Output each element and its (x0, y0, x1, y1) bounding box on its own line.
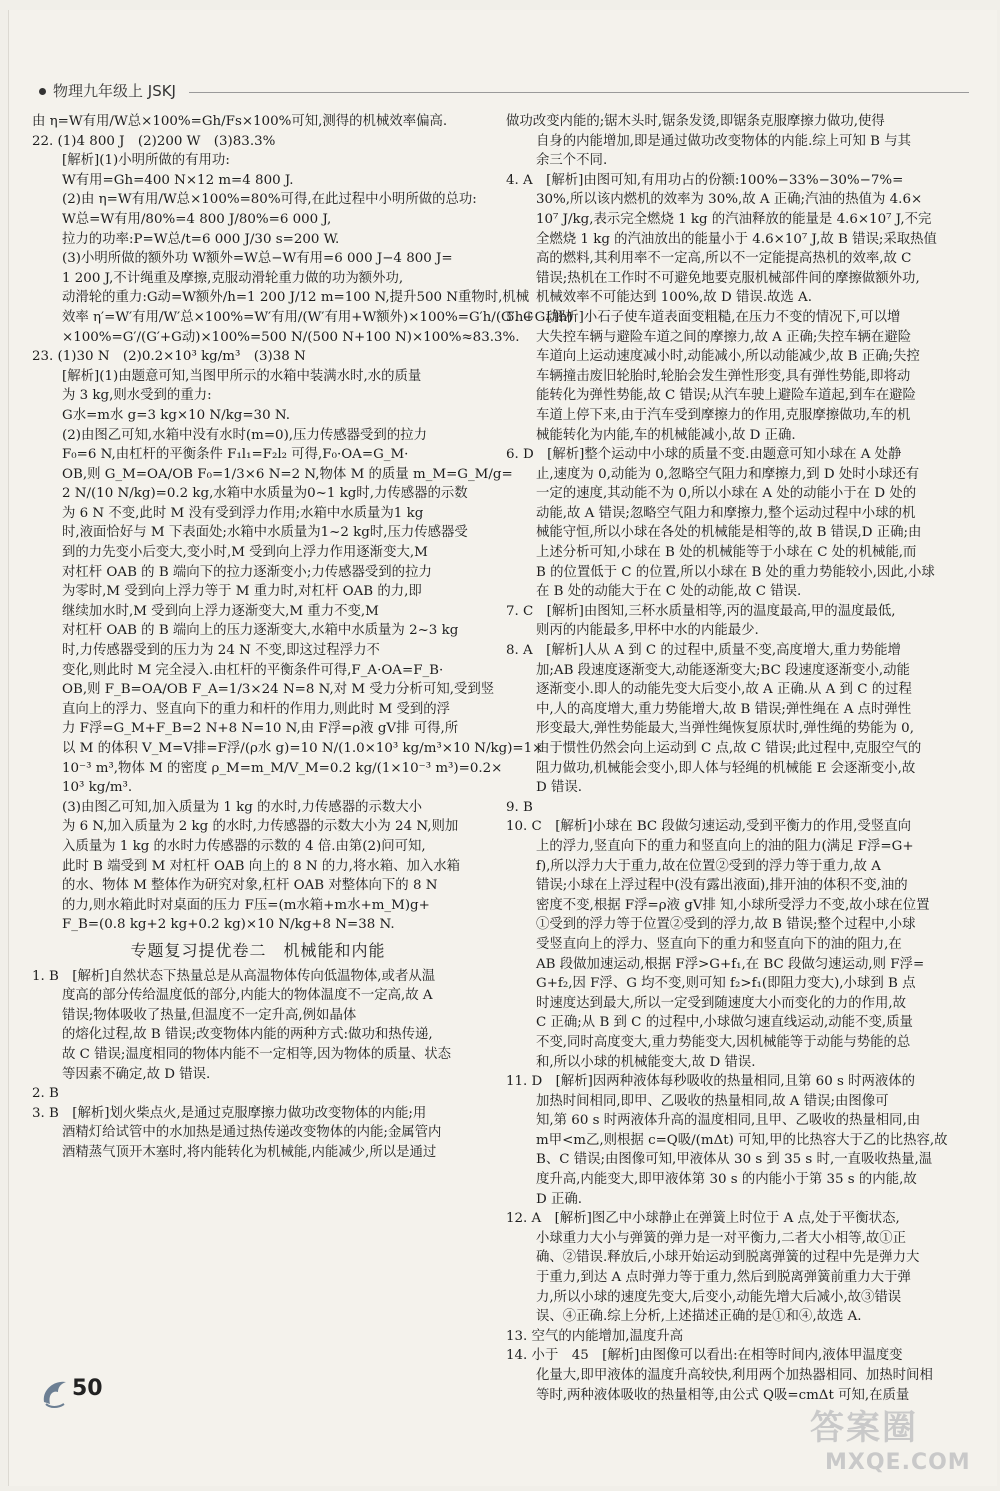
text-line: 上的浮力,竖直向下的重力和竖直向上的油的阻力(满足 F浮=G+ (536, 838, 914, 854)
text-line: OB,则 F_B=OA/OB F_A=1/3×24 N=8 N,对 M 受力分析可知,受到竖 (62, 682, 495, 698)
text-line: f),所以浮力大于重力,故在位置②受到的浮力等于重力,故 A (536, 858, 881, 874)
section-title: 专题复习提优卷二 机械能和内能 (130, 940, 386, 960)
text-line: 错误;热机在工作时不可避免地要克服机械部件间的摩擦做额外功, (536, 270, 920, 286)
text-line: [解析](1)由题意可知,当图甲所示的水箱中装满水时,水的质量 (62, 368, 422, 384)
text-line: AB 段做加速运动,根据 F浮>G+f₁,在 BC 段做匀速运动,则 F浮= (536, 956, 925, 972)
text-line: 为 3 kg,则水受到的重力: (62, 388, 212, 404)
text-line: 机械效率不可能达到 100%,故 D 错误.故选 A. (536, 290, 812, 306)
text-line: OB,则 G_M=OA/OB F₀=1/3×6 N=2 N,物体 M 的质量 m_M=G_M/g= (62, 466, 513, 482)
text-line: F₀=6 N,由杠杆的平衡条件 F₁l₁=F₂l₂ 可得,F₀·OA=G_M· (62, 447, 409, 463)
text-line: 械能转化为内能,车的机械能减小,故 D 正确. (536, 427, 796, 443)
text-line: 化量大,即甲液体的温度升高较快,利用两个加热器相同、加热时间相 (536, 1368, 933, 1383)
text-line: 高的燃料,其利用率不一定高,所以不一定能提高热机的效率,故 C (536, 251, 912, 267)
text-line: ×100%=G′/(G′+G动)×100%=500 N/(500 N+100 N)×100%≈83.3%. (62, 329, 520, 345)
text-line: 止,速度为 0,动能为 0,忽略空气阻力和摩擦力,到 D 处时小球还有 (536, 466, 920, 482)
text-line: 10⁷ J/kg,表示完全燃烧 1 kg 的汽油释放的能量是 4.6×10⁷ J,不完 (536, 211, 932, 227)
text-line: 力,所以小球的速度先变大,后变小,动能先增大后减小,故③错误 (536, 1289, 902, 1305)
text-line: 动能,故 A 错误;忽略空气阻力和摩擦力,整个运动过程中小球的机 (536, 505, 916, 521)
text-line: 对杠杆 OAB 的 B 端向下的拉力逐渐变小;力传感器受到的拉力 (62, 564, 432, 580)
text-line: 3. B [解析]划火柴点火,是通过克服摩擦力做功改变物体的内能;用 (32, 1105, 427, 1121)
header-title: 物理九年级上 JSKJ (53, 82, 176, 100)
text-line: 全燃烧 1 kg 的汽油放出的能量小于 4.6×10⁷ J,故 B 错误;采取热值 (536, 231, 937, 247)
text-line: 由 η=W有用/W总×100%=Gh/Fs×100%可知,测得的机械效率偏高. (32, 114, 448, 129)
watermark (770, 1400, 990, 1486)
text-line: 时,液面恰好与 M 下表面处;水箱中水质量为1~2 kg时,压力传感器受 (62, 525, 468, 541)
text-line: 中,人的高度增大,重力势能增大,故 B 错误;弹性绳在 A 点时弹性 (536, 701, 912, 717)
text-line: 效率 η′=W′有用/W′总×100%=W′有用/(W′有用+W额外)×100%=G′h/(G′h+G动h) (62, 309, 573, 325)
text-line: 力 F浮=G_M+F_B=2 N+8 N=10 N,由 F浮=ρ液 gV排 可得,所 (62, 721, 459, 737)
text-line: 6. D [解析]整个运动中小球的质量不变.由题意可知小球在 A 处静 (506, 447, 902, 463)
text-line: 确、②错误.释放后,小球开始运动到脱离弹簧的过程中先是弹力大 (536, 1250, 920, 1266)
text-line: D 错误. (536, 780, 583, 796)
text-line: 一定的速度,其动能不为 0,所以小球在 A 处的动能小于在 D 处的 (536, 486, 917, 502)
text-line: B、C 错误;由图像可知,甲液体从 30 s 到 35 s 时,一直吸收热量,温 (536, 1152, 933, 1168)
text-line: 直向上的浮力、竖直向下的重力和杆的作用力,则此时 M 受到的浮 (62, 701, 451, 717)
text-line: 为 6 N 不变,此时 M 没有受到浮力作用;水箱中水质量为1 kg (62, 505, 424, 521)
text-line: 车道上停下来,由于汽车受到摩擦力的作用,克服摩擦做功,车的机 (536, 407, 911, 423)
text-line: 此时 B 端受到 M 对杠杆 OAB 向上的 8 N 的力,将水箱、加入水箱 (62, 858, 461, 874)
text-line: 的水、物体 M 整体作为研究对象,杠杆 OAB 对整体向下的 8 N (62, 878, 438, 894)
text-line: B 的位置低于 C 的位置,所以小球在 B 处的重力势能较小,因此,小球 (536, 564, 935, 580)
text-line: 酒精灯给试管中的水加热是通过热传递改变物体的内能;金属管内 (62, 1125, 442, 1141)
text-line: 由于惯性仍然会向上运动到 C 点,故 C 错误;此过程中,克服空气的 (536, 741, 922, 756)
text-line: 在 B 处的动能大于在 C 处的动能,故 C 错误. (536, 584, 802, 600)
text-line: 时,力传感器受到的压力为 24 N 不变,即这过程浮力不 (62, 643, 380, 659)
text-line: 酒精蒸气顶开木塞时,将内能转化为机械能,内能减少,所以是通过 (62, 1144, 437, 1160)
text-line: 错误;物体吸收了热量,但温度不一定升高,例如晶体 (62, 1007, 357, 1023)
watermark-logo-text: 答案圈 (810, 1408, 918, 1448)
text-line: 的力,则水箱此时对桌面的压力 F压=(m水箱+m水+m_M)g+ (62, 897, 430, 913)
text-line: 等时,两种液体吸收的热量相等,由公式 Q吸=cmΔt 可知,在质量 (536, 1387, 910, 1403)
text-line: 4. A [解析]由图可知,有用功占的份额:100%−33%−30%−7%= (506, 172, 904, 188)
text-line: 入质量为 1 kg 的水时力传感器的示数的 4 倍.由第(2)问可知, (62, 838, 426, 854)
text-line: 做功改变内能的;锯木头时,锯条发烫,即锯条克服摩擦力做功,使得 (506, 114, 885, 129)
header-rule (189, 92, 969, 93)
text-line: 1 200 J,不计绳重及摩擦,克服动滑轮重力做的功为额外功, (62, 270, 404, 286)
dolphin-logo-icon (40, 1376, 72, 1410)
text-line: (3)小明所做的额外功 W额外=W总−W有用=6 000 J−4 800 J= (62, 251, 453, 267)
text-line: 受竖直向上的浮力、竖直向下的重力和竖直向下的油的阻力,在 (536, 936, 902, 952)
text-line: F_B=(0.8 kg+2 kg+0.2 kg)×10 N/kg+8 N=38 N. (62, 917, 395, 933)
text-line: 车道向上运动速度减小时,动能减小,所以动能减少,故 B 正确;失控 (536, 349, 920, 365)
text-line: 错误;小球在上浮过程中(没有露出液面),排开油的体积不变,油的 (536, 878, 908, 894)
bullet-dot-icon (39, 88, 46, 95)
text-line: 10⁻³ m³,物体 M 的密度 ρ_M=m_M/V_M=0.2 kg/(1×10⁻³ m³)=0.2× (62, 760, 503, 776)
text-line: W有用=Gh=400 N×12 m=4 800 J. (62, 172, 294, 188)
text-line: 22. (1)4 800 J (2)200 W (3)83.3% (32, 133, 276, 149)
text-line: 和,所以小球的机械能变大,故 D 错误. (536, 1054, 756, 1070)
text-line: 等因素不确定,故 D 错误. (62, 1066, 211, 1082)
text-line: 拉力的功率:P=W总/t=6 000 J/30 s=200 W. (62, 231, 340, 247)
text-line: 误、④正确.综上分析,上述描述正确的是①和④,故选 A. (536, 1309, 862, 1325)
text-line: 余三个不同. (536, 153, 608, 169)
text-line: 密度不变,根据 F浮=ρ液 gV排 知,小球所受浮力不变,故小球在位置 (536, 897, 930, 913)
text-line: 以 M 的体积 V_M=V排=F浮/(ρ水 g)=10 N/(1.0×10³ kg/m³×10 N/kg)=1× (62, 741, 544, 756)
text-line: 加;AB 段速度逐渐变大,动能逐渐变大;BC 段速度逐渐变小,动能 (536, 662, 910, 678)
text-line: (2)由 η=W有用/W总×100%=80%可得,在此过程中小明所做的总功: (62, 192, 477, 208)
text-line: 13. 空气的内能增加,温度升高 (506, 1328, 684, 1344)
page-header (39, 80, 989, 104)
text-line: 10³ kg/m³. (62, 780, 133, 796)
text-line: 1. B [解析]自然状态下热量总是从高温物体传向低温物体,或者从温 (32, 968, 436, 984)
text-line: 小球重力大小与弹簧的弹力是一对平衡力,二者大小相等,故①正 (536, 1230, 907, 1246)
text-line: 5. C [解析]小石子使车道表面变粗糙,在压力不变的情况下,可以增 (506, 309, 901, 325)
text-line: 知,第 60 s 时两液体升高的温度相同,且甲、乙吸收的热量相同,由 (536, 1113, 921, 1129)
text-line: 2. B (32, 1086, 59, 1102)
text-line: 的熔化过程,故 B 错误;改变物体内能的两种方式:做功和热传递, (62, 1027, 433, 1043)
text-line: 大失控车辆与避险车道之间的摩擦力,故 A 正确;失控车辆在避险 (536, 329, 912, 345)
text-line: 阻力做功,机械能会变小,即人体与轻绳的机械能 E 会逐渐变小,故 (536, 760, 916, 776)
text-line: C 正确;从 B 到 C 的过程中,小球做匀速直线运动,动能不变,质量 (536, 1015, 913, 1031)
text-line: 7. C [解析]由图知,三杯水质量相等,丙的温度最高,甲的温度最低, (506, 603, 896, 619)
text-line: G水=m水 g=3 kg×10 N/kg=30 N. (62, 407, 290, 423)
right-column (506, 112, 972, 1405)
text-line: 到的力先变小后变大,变小时,M 受到向上浮力作用逐渐变大,M (62, 545, 428, 561)
text-line: 为零时,M 受到向上浮力等于 M 重力时,对杠杆 OAB 的力,即 (62, 584, 422, 600)
text-line: (2)由图乙可知,水箱中没有水时(m=0),压力传感器受到的拉力 (62, 427, 427, 443)
text-line: 上述分析可知,小球在 B 处的机械能等于小球在 C 处的机械能,而 (536, 545, 917, 561)
text-line: 逐渐变小.即人的动能先变大后变小,故 A 正确.从 A 到 C 的过程 (536, 682, 912, 698)
watermark-site-text: MXQE.COM (825, 1450, 971, 1475)
text-line: 加热时间相同,即甲、乙吸收的热量相同,故 A 错误;由图像可 (536, 1093, 889, 1109)
text-line: 则丙的内能最多,甲杯中水的内能最少. (536, 623, 759, 639)
text-line: (3)由图乙可知,加入质量为 1 kg 的水时,力传感器的示数大小 (62, 799, 423, 815)
text-line: 9. B (506, 799, 533, 815)
text-line: 12. A [解析]图乙中小球静止在弹簧上时位于 A 点,处于平衡状态, (506, 1211, 900, 1227)
text-line: 为 6 N,加入质量为 2 kg 的水时,力传感器的示数大小为 24 N,则加 (62, 819, 459, 835)
text-line: 能转化为弹性势能,故 C 错误;从汽车驶上避险车道起,到车在避险 (536, 388, 916, 404)
text-line: 30%,所以该内燃机的效率为 30%,故 A 正确;汽油的热值为 4.6× (536, 192, 923, 208)
text-line: W总=W有用/80%=4 800 J/80%=6 000 J, (62, 211, 332, 227)
text-line: 2 N/(10 N/kg)=0.2 kg,水箱中水质量为0~1 kg时,力传感器的示数 (62, 486, 468, 502)
text-line: 不变,同时高度变大,重力势能变大,因机械能等于动能与势能的总 (536, 1034, 911, 1050)
text-line: 形变最大,弹性势能最大,当弹性绳恢复原状时,弹性绳的势能为 0, (536, 721, 914, 737)
text-line: 11. D [解析]因两种液体每秒吸收的热量相同,且第 60 s 时两液体的 (506, 1074, 916, 1090)
text-line: G+f₂,因 F浮、G 均不变,则可知 f₂>f₁(即阻力变大),小球到 B 点 (536, 976, 916, 992)
text-line: 动滑轮的重力:G动=W额外/h=1 200 J/12 m=100 N,提升500 N重物时,机械 (62, 290, 530, 306)
text-line: 械能守恒,所以小球在各处的机械能是相等的,故 B 错误,D 正确;由 (536, 525, 922, 541)
text-line: [解析](1)小明所做的有用功: (62, 153, 230, 169)
text-line: 故 C 错误;温度相同的物体内能不一定相等,因为物体的质量、状态 (62, 1046, 452, 1062)
text-line: 自身的内能增加,即是通过做功改变物体的内能.综上可知 B 与其 (536, 133, 912, 149)
text-line: 继续加水时,M 受到向上浮力逐渐变大,M 重力不变,M (62, 603, 379, 619)
text-line: 10. C [解析]小球在 BC 段做匀速运动,受到平衡力的作用,受竖直向 (506, 819, 911, 835)
text-line: 对杠杆 OAB 的 B 端向上的压力逐渐变大,水箱中水质量为 2~3 kg (62, 623, 459, 639)
text-line: D 正确. (536, 1191, 583, 1207)
text-line: 8. A [解析]人从 A 到 C 的过程中,质量不变,高度增大,重力势能增 (506, 643, 901, 659)
page-number: 50 (72, 1376, 103, 1401)
text-line: 车辆撞击废旧轮胎时,轮胎会发生弹性形变,具有弹性势能,即将动 (536, 368, 911, 384)
text-line: 时速度达到最大,所以一定受到随速度大小而变化的力的作用,故 (536, 995, 907, 1011)
text-line: 度升高,内能变大,即甲液体第 30 s 的内能小于第 35 s 的内能,故 (536, 1172, 917, 1188)
text-line: 于重力,到达 A 点时弹力等于重力,然后到脱离弹簧前重力大于弹 (536, 1270, 911, 1286)
text-line: 14. 小于 45 [解析]由图像可以看出:在相等时间内,液体甲温度变 (506, 1348, 903, 1364)
text-line: 23. (1)30 N (2)0.2×10³ kg/m³ (3)38 N (32, 349, 306, 365)
page-number-area (40, 1370, 110, 1412)
text-line: 度高的部分传给温度低的部分,内能大的物体温度不一定高,故 A (62, 988, 433, 1004)
text-line: m甲<m乙,则根据 c=Q吸/(mΔt) 可知,甲的比热容大于乙的比热容,故 (536, 1132, 948, 1148)
text-line: ①受到的浮力等于位置②受到的浮力,故 B 错误;整个过程中,小球 (536, 917, 916, 933)
text-line: 变化,则此时 M 完全浸入.由杠杆的平衡条件可得,F_A·OA=F_B· (62, 662, 444, 678)
